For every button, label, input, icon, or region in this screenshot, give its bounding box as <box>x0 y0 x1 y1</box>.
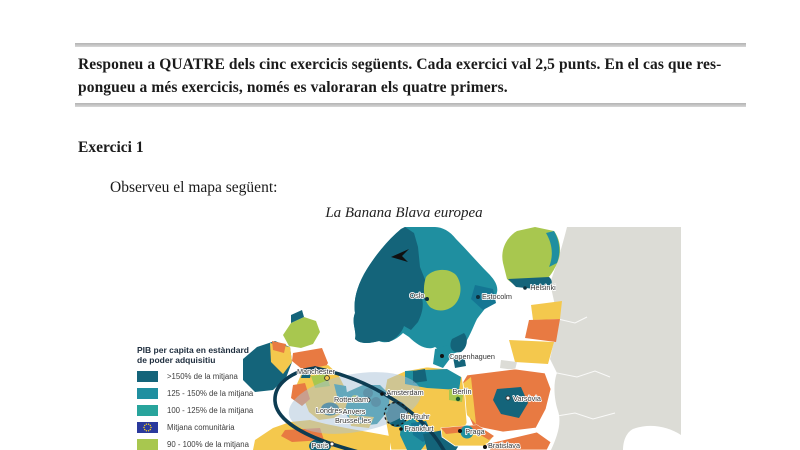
city-marker-berlin <box>456 397 460 401</box>
city-label-rotterdam: Rotterdam <box>333 395 369 404</box>
region-non-eu-east <box>550 227 681 450</box>
map-legend <box>137 345 332 450</box>
legend-item-125-150 <box>137 388 332 399</box>
legend-label-90-100: 90 - 100% de la mitjana <box>167 440 249 449</box>
city-label-brusselles: Brussel·les <box>334 416 372 425</box>
legend-swatch-100-125 <box>137 405 158 416</box>
exercise-prompt: Observeu el mapa següent: <box>110 179 278 196</box>
legend-swatch-90-100 <box>137 439 158 450</box>
legend-label-100-125: 100 - 125% de la mitjana <box>167 406 254 415</box>
city-marker-helsinki <box>523 286 527 290</box>
city-label-copenhaguen: Copenhaguen <box>449 352 495 361</box>
legend-title-line-2: de poder adquisitiu <box>137 355 216 365</box>
city-label-londres: Londres <box>315 406 343 415</box>
city-marker-amsterdam <box>380 392 384 396</box>
city-label-berlin: Berlín <box>452 387 472 396</box>
city-marker-oslo <box>425 297 429 301</box>
city-label-paris: París <box>311 441 329 450</box>
legend-label-over-150: >150% de la mitjana <box>167 372 238 381</box>
city-label-rin-ruhr: Rin-Ruhr <box>400 412 430 421</box>
region-hamburg <box>413 369 427 383</box>
legend-swatch-over-150 <box>137 371 158 382</box>
legend-label-125-150: 125 - 150% de la mitjana <box>167 389 254 398</box>
europe-map-figure <box>105 227 681 450</box>
city-label-bratislava: Bratislava <box>487 441 521 450</box>
city-label-frankfurt: Frankfurt <box>404 424 434 433</box>
city-label-estocolm: Estocolm <box>481 292 513 301</box>
city-label-helsinki: Helsinki <box>530 283 556 292</box>
instructions-paragraph <box>78 53 742 99</box>
city-label-anvers: Anvers <box>342 407 366 416</box>
city-label-varsovia: Varsòvia <box>513 394 541 403</box>
city-marker-varsovia <box>506 396 510 400</box>
city-label-manchester: Manchester <box>296 367 336 376</box>
city-label-oslo: Oslo <box>409 291 425 300</box>
city-label-amsterdam: Amsterdam <box>386 388 424 397</box>
eu-flag-swatch <box>137 422 158 433</box>
city-marker-estocolm <box>476 295 480 299</box>
legend-item-90-100 <box>137 439 332 450</box>
legend-title-line-1: PIB per capita en estàndard <box>137 345 249 355</box>
city-marker-copenhaguen <box>440 354 444 358</box>
city-marker-praga <box>458 429 462 433</box>
legend-label-eu-mean: Mitjana comunitària <box>167 423 235 432</box>
legend-item-over-150 <box>137 371 332 382</box>
region-lithuania <box>509 340 554 364</box>
instructions-line-2: pongueu a més exercicis, només es valoraran els quatre primers. <box>78 79 508 96</box>
city-label-praga: Praga <box>465 427 485 436</box>
map-title: La Banana Blava europea <box>325 205 483 221</box>
top-divider <box>75 43 746 47</box>
region-latvia <box>525 319 560 342</box>
instructions-line-1: Responeu a QUATRE dels cinc exercicis següents. Cada exercici val 2,5 punts. En el cas que res- <box>78 56 722 73</box>
legend-item-100-125 <box>137 405 332 416</box>
city-marker-frankfurt <box>399 427 403 431</box>
city-marker-bratislava <box>483 445 487 449</box>
legend-item-eu-mean <box>137 422 332 433</box>
exercise-title: Exercici 1 <box>78 139 144 156</box>
mid-divider <box>75 103 746 107</box>
legend-swatch-125-150 <box>137 388 158 399</box>
